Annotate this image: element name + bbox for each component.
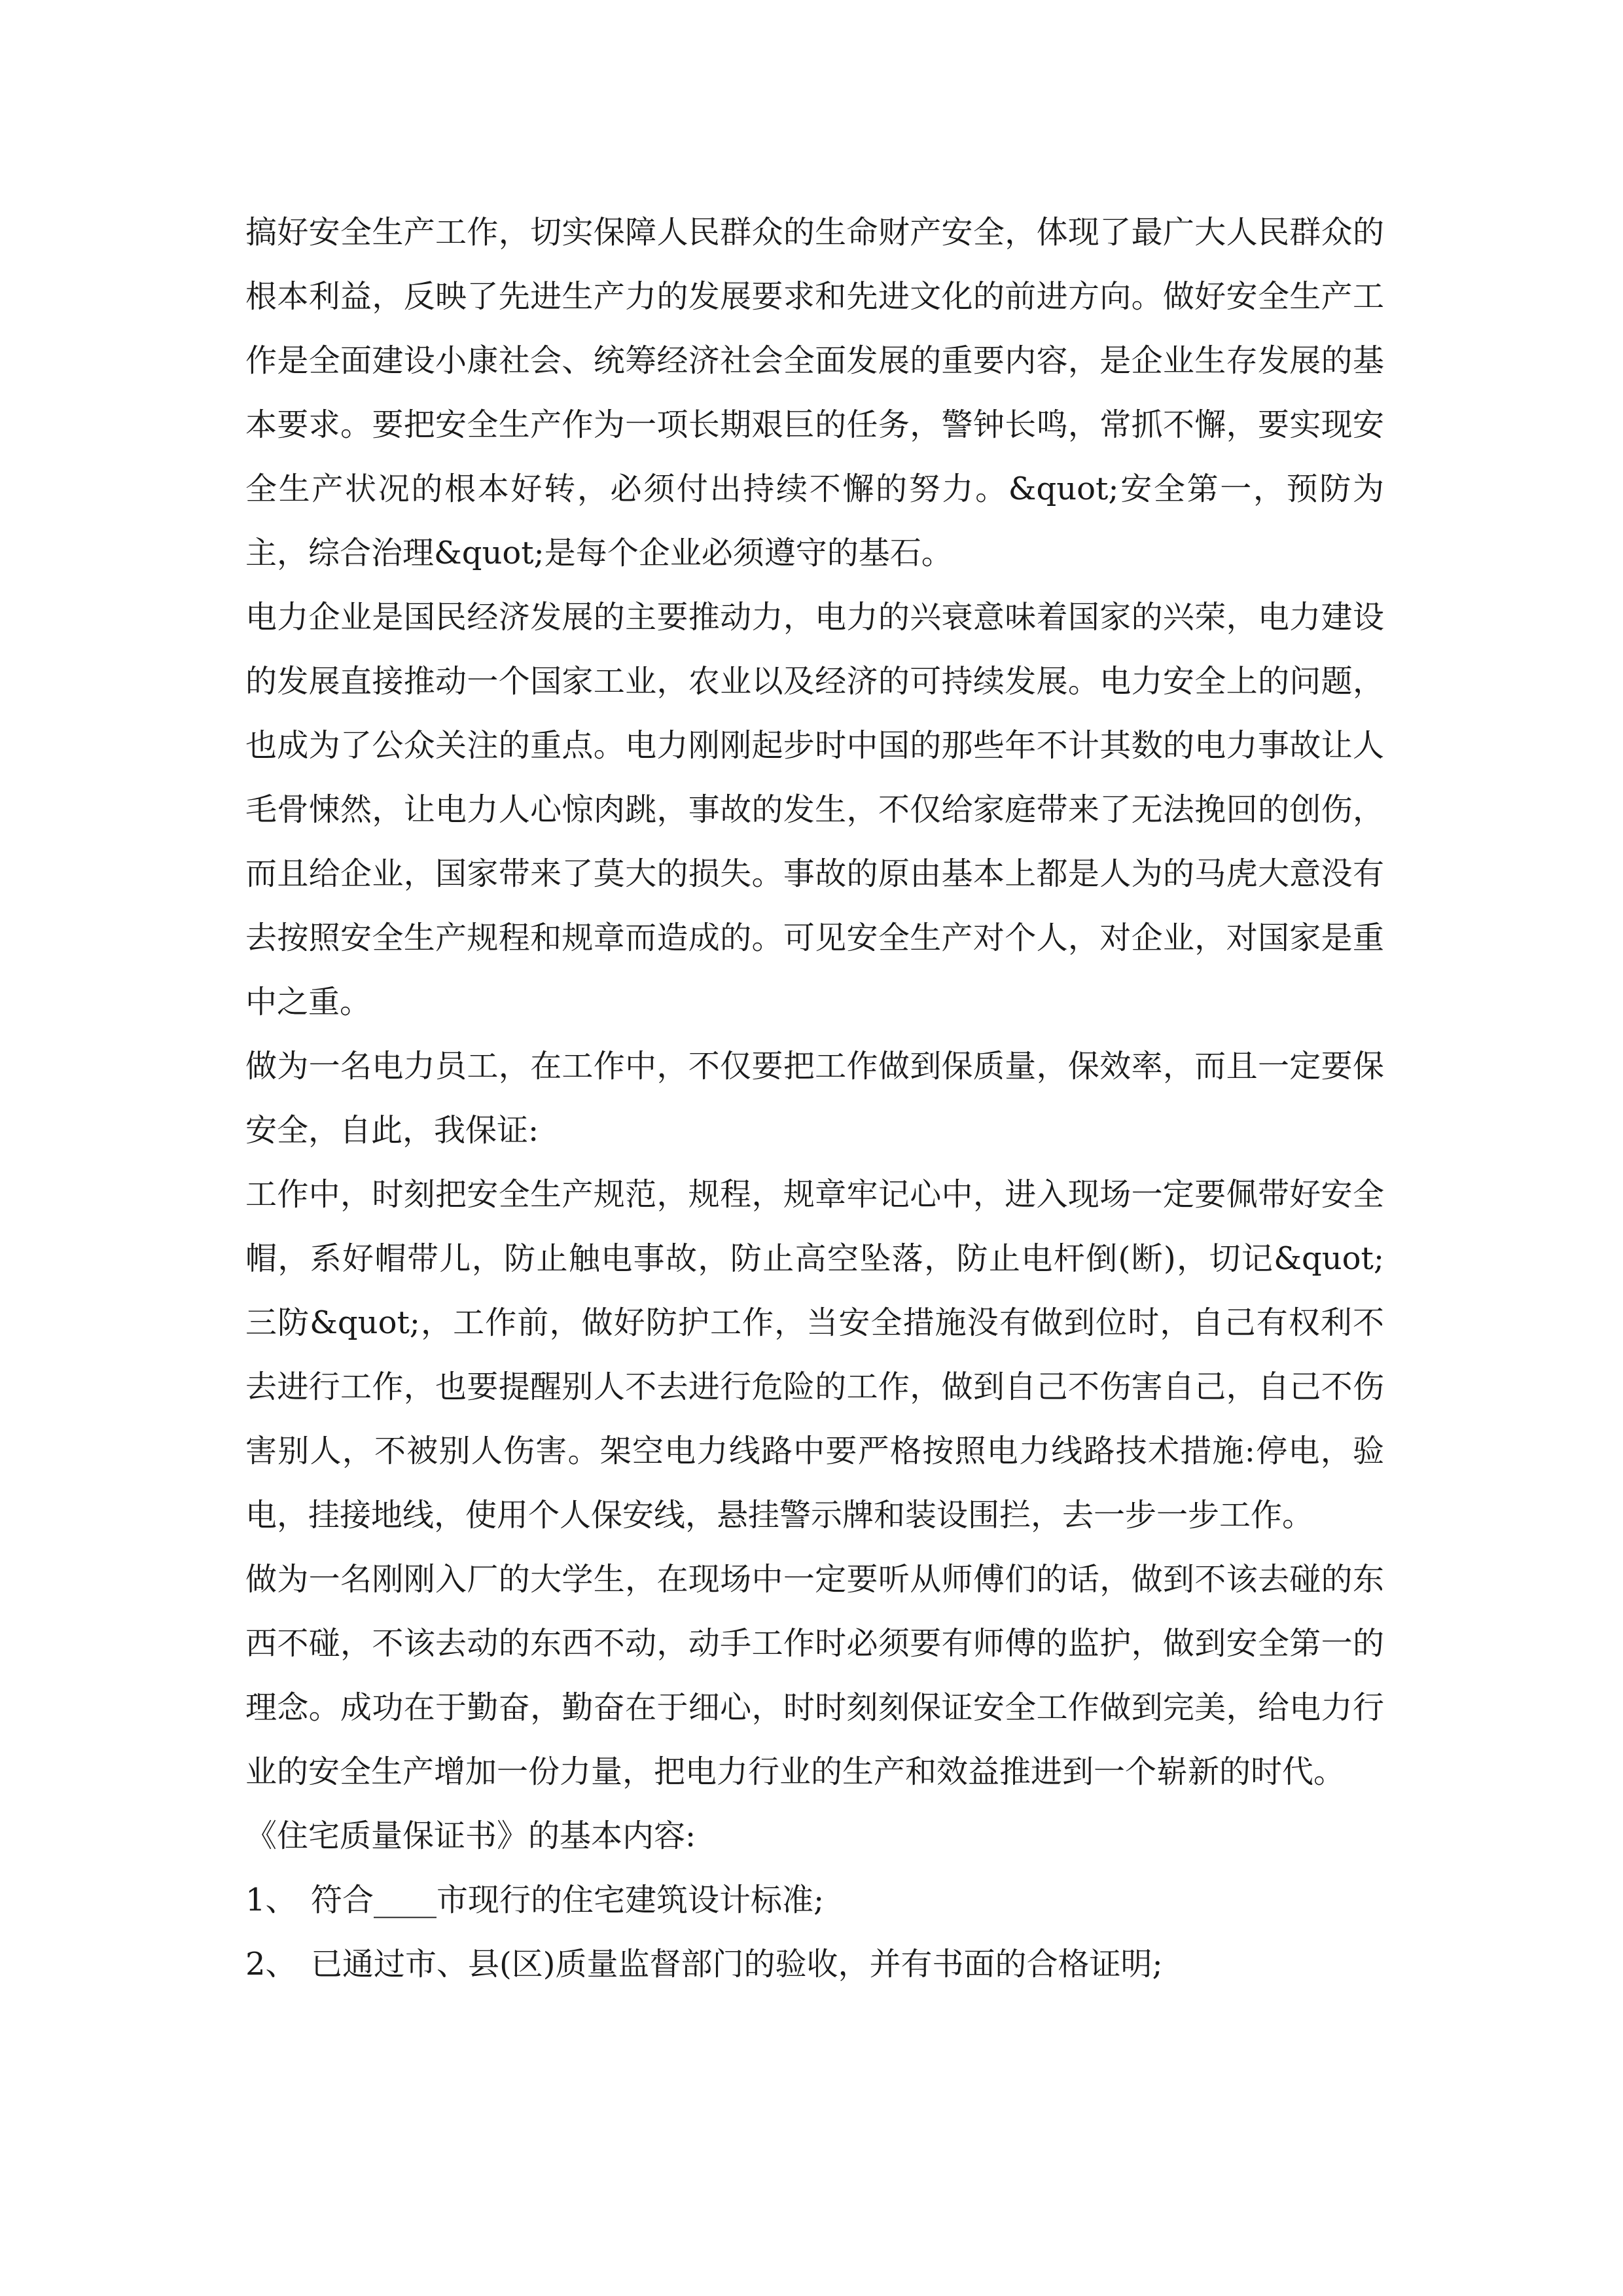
document-body <box>245 200 1384 1996</box>
paragraph-power-industry: 电力企业是国民经济发展的主要推动力，电力的兴衰意味着国家的兴荣，电力建设的发展直接推动一个国家工业，农业以及经济的可持续发展。电力安全上的问题，也成为了公众关注的重点。电力刚刚起步时中国的那些年不计其数的电力事故让人毛骨悚然，让电力人心惊肉跳，事故的发生，不仅给家庭带来了无法挽回的创伤，而且给企业，国家带来了莫大的损失。事故的原由基本上都是人为的马虎大意没有去按照安全生产规程和规章而造成的。可见安全生产对个人，对企业，对国家是重中之重。 <box>245 599 1384 1020</box>
paragraph-housing-guarantee-heading: 《住宅质量保证书》的基本内容: <box>245 1818 696 1854</box>
list-item-number: 2、 <box>245 1946 297 1982</box>
paragraph-safety-intro: 搞好安全生产工作，切实保障人民群众的生命财产安全，体现了最广大人民群众的根本利益，反映了先进生产力的发展要求和先进文化的前进方向。做好安全生产工作是全面建设小康社会、统筹经济社会全面发展的重要内容，是企业生存发展的基本要求。要把安全生产作为一项长期艰巨的任务，警钟长鸣，常抓不懈，要实现安全生产状况的根本好转，必须付出持续不懈的努力。&quot;安全第一，预防为主，综合治理&quot;是每个企业必须遵守的基石。 <box>245 214 1384 571</box>
paragraph-graduate-pledge: 做为一名刚刚入厂的大学生，在现场中一定要听从师傅们的话，做到不该去碰的东西不碰，不该去动的东西不动，动手工作时必须要有师傅的监护，做到安全第一的理念。成功在于勤奋，勤奋在于细心，时时刻刻保证安全工作做到完美，给电力行业的安全生产增加一份力量，把电力行业的生产和效益推进到一个崭新的时代。 <box>245 1561 1384 1790</box>
paragraph-employee-pledge: 做为一名电力员工，在工作中，不仅要把工作做到保质量，保效率，而且一定要保安全，自此，我保证: <box>245 1048 1384 1149</box>
list-item-text: 已通过市、县(区)质量监督部门的验收，并有书面的合格证明; <box>311 1946 1163 1982</box>
list-item-number: 1、 <box>245 1882 297 1918</box>
paragraph-work-rules: 工作中，时刻把安全生产规范，规程，规章牢记心中，进入现场一定要佩带好安全帽，系好帽带儿，防止触电事故，防止高空坠落，防止电杆倒(断)，切记&quot;三防&quot;，工作前，做好防护工作，当安全措施没有做到位时，自己有权利不去进行工作，也要提醒别人不去进行危险的工作，做到自己不伤害自己，自己不伤害别人，不被别人伤害。架空电力线路中要严格按照电力线路技术措施:停电，验电，挂接地线，使用个人保安线，悬挂警示牌和装设围拦，去一步一步工作。 <box>245 1176 1384 1534</box>
list-item <box>245 1932 1384 1996</box>
list-item <box>245 1868 1384 1932</box>
list-item-text: 符合____市现行的住宅建筑设计标准; <box>311 1882 825 1918</box>
